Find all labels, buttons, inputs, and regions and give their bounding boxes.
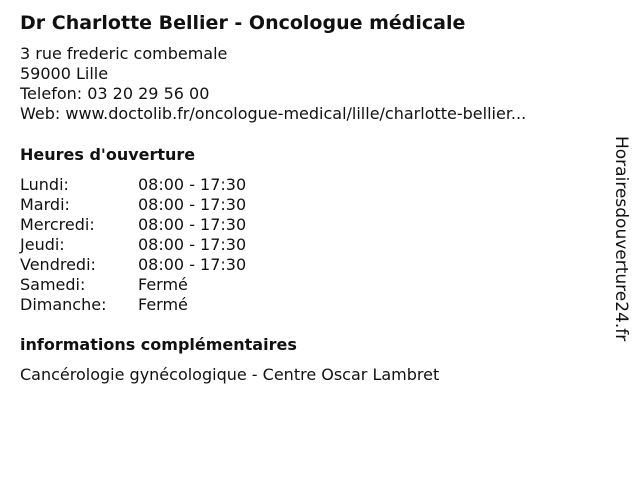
- day-label: Dimanche:: [20, 295, 107, 314]
- hours-value: Fermé: [138, 295, 188, 314]
- hours-value: 08:00 - 17:30: [138, 235, 247, 254]
- day-label: Mardi:: [20, 195, 70, 214]
- city-address: 59000 Lille: [20, 64, 109, 83]
- hours-value: 08:00 - 17:30: [138, 195, 247, 214]
- hours-value: 08:00 - 17:30: [138, 175, 247, 194]
- hours-value: 08:00 - 17:30: [138, 215, 247, 234]
- address-block: [20, 44, 526, 124]
- site-watermark: Horairesdouverture24.fr: [611, 136, 631, 342]
- page-title: Dr Charlotte Bellier - Oncologue médicale: [20, 12, 466, 34]
- additional-info-heading: informations complémentaires: [20, 335, 297, 354]
- day-label: Jeudi:: [20, 235, 65, 254]
- day-label: Lundi:: [20, 175, 69, 194]
- day-label: Mercredi:: [20, 215, 95, 234]
- day-label: Vendredi:: [20, 255, 96, 274]
- opening-hours-heading: Heures d'ouverture: [20, 145, 196, 164]
- day-label: Samedi:: [20, 275, 86, 294]
- phone-number: Telefon: 03 20 29 56 00: [20, 84, 210, 103]
- hours-value: Fermé: [138, 275, 188, 294]
- website-link[interactable]: Web: www.doctolib.fr/oncologue-medical/lille/charlotte-bellier...: [20, 104, 527, 123]
- hours-value: 08:00 - 17:30: [138, 255, 247, 274]
- additional-info-text: Cancérologie gynécologique - Centre Oscar Lambret: [20, 365, 440, 384]
- street-address: 3 rue frederic combemale: [20, 44, 228, 63]
